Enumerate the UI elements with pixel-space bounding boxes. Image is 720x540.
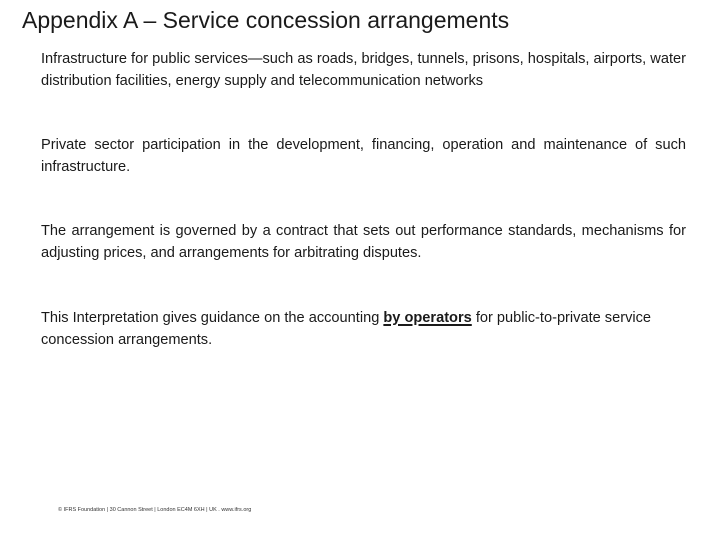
footer-copyright: © IFRS Foundation | 30 Cannon Street | London EC4M 6XH | UK . www.ifrs.org xyxy=(58,507,252,513)
paragraph-interpretation-end: for public-to-private service concession arrangements. xyxy=(41,310,652,348)
paragraph-interpretation-start: This Interpretation gives guidance on the accounting xyxy=(41,310,384,326)
paragraph-interpretation xyxy=(41,308,686,351)
emphasis-by-operators: by operators xyxy=(383,310,472,326)
paragraph-infrastructure: Infrastructure for public services—such as roads, bridges, tunnels, prisons, hospitals, airports, water distribution facilities, energy supply and telecommunication networks xyxy=(41,51,686,89)
paragraph-contract: The arrangement is governed by a contract that sets out performance standards, mechanisms for adjusting prices, and arrangements for arbitrating disputes. xyxy=(41,223,686,261)
paragraph-private-sector: Private sector participation in the development, financing, operation and maintenance of such infrastructure. xyxy=(41,137,686,175)
slide-title: Appendix A – Service concession arrangements xyxy=(22,7,510,33)
